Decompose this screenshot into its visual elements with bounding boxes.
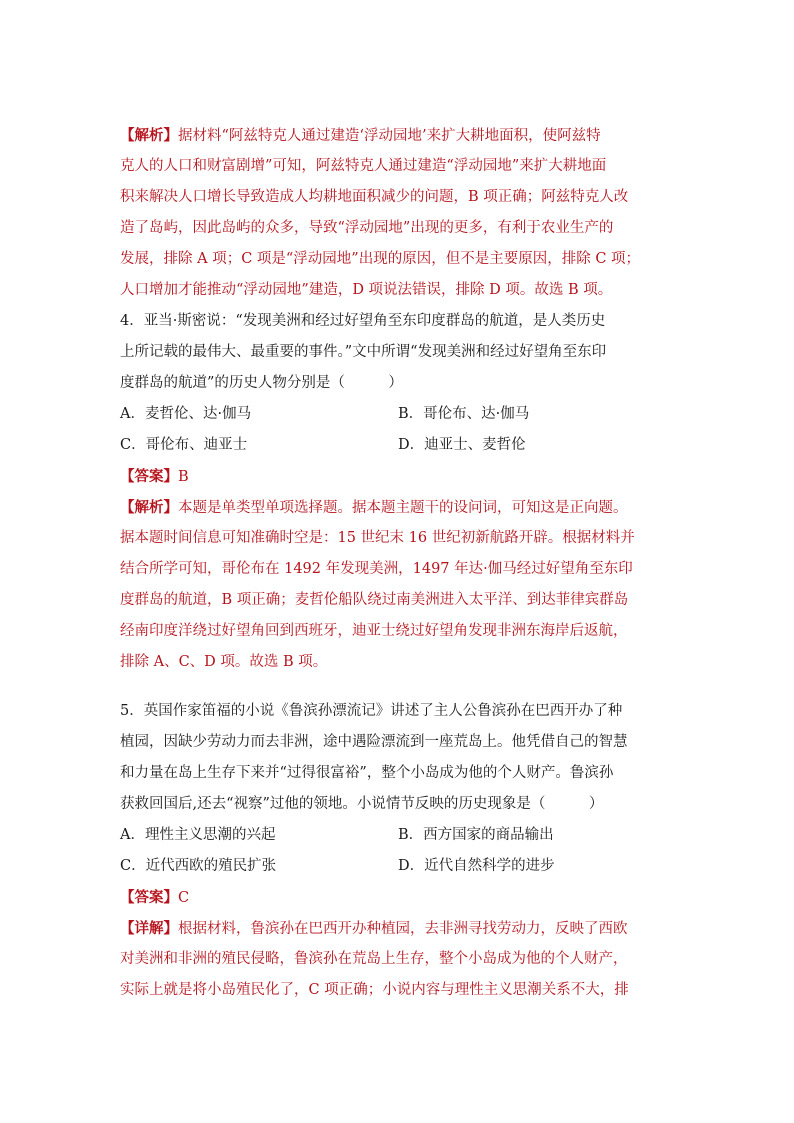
q5-stem-line-2: 植园，因缺少劳动力而去非洲，途中遇险漂流到一座荒岛上。他凭借自己的智慧 — [120, 734, 628, 750]
q4-option-a: A．麦哲伦、达·伽马 — [120, 406, 252, 422]
q5-options-row-1 — [120, 820, 684, 851]
q3-analysis-line-1: 【解析】据材料“阿兹特克人通过建造‘浮动园地’来扩大耕地面积，使阿兹特 — [120, 127, 601, 144]
q5-detail-line-1: 【详解】根据材料，鲁滨孙在巴西开办种植园，去非洲寻找劳动力，反映了西欧 — [120, 920, 628, 937]
q4-answer — [120, 461, 684, 492]
q5-stem-line-1: 5．英国作家笛福的小说《鲁滨孙漂流记》讲述了主人公鲁滨孙在巴西开办了种 — [120, 703, 623, 719]
q4-analysis-line-4: 度群岛的航道，B 项正确；麦哲伦船队绕过南美洲进入太平洋、到达菲律宾群岛 — [120, 592, 629, 608]
q5-option-b: B．西方国家的商品输出 — [398, 827, 554, 843]
q4-stem-line-1: 4．亚当·斯密说：“发现美洲和经过好望角至东印度群岛的航道，是人类历史 — [120, 313, 606, 329]
q4-option-b: B．哥伦布、达·伽马 — [398, 406, 530, 422]
q3-analysis-line-3: 积来解决人口增长导致造成人均耕地面积减少的问题，B 项正确；阿兹特克人改 — [120, 189, 629, 205]
q4-option-c: C．哥伦布、迪亚士 — [120, 437, 248, 453]
section-spacer — [120, 678, 684, 696]
q5-detail-line-3: 实际上就是将小岛殖民化了，C 项正确；小说内容与理性主义思潮关系不大，排 — [120, 982, 629, 998]
q4-stem-line-2: 上所记载的最伟大、最重要的事件。”文中所谓“发现美洲和经过好望角至东印 — [120, 344, 607, 360]
q4-options-row-2 — [120, 430, 684, 461]
answer-value: B — [178, 469, 189, 485]
page-content — [120, 120, 684, 1006]
q5-stem-line-3: 和力量在岛上生存下来并“过得很富裕”，整个小岛成为他的个人财产。鲁滨孙 — [120, 765, 614, 781]
q4-analysis-line-1: 【解析】本题是单类型单项选择题。据本题主题干的设问词，可知这是正向题。 — [120, 499, 628, 516]
q5-detail-line-2: 对美洲和非洲的殖民侵略，鲁滨孙在荒岛上生存，整个小岛成为他的个人财产， — [120, 951, 628, 967]
q5-option-c: C．近代西欧的殖民扩张 — [120, 858, 277, 874]
q3-analysis-line-5: 发展，排除 A 项；C 项是“浮动园地”出现的原因，但不是主要原因，排除 C 项； — [120, 251, 641, 267]
q4-analysis-line-6: 排除 A、C、D 项。故选 B 项。 — [120, 654, 328, 670]
analysis-tag: 【解析】 — [120, 127, 178, 144]
analysis-tag: 【解析】 — [120, 499, 178, 516]
q3-analysis-line-4: 造了岛屿，因此岛屿的众多，导致“浮动园地”出现的更多，有利于农业生产的 — [120, 220, 614, 236]
q5-answer — [120, 882, 684, 913]
q5-option-a: A．理性主义思潮的兴起 — [120, 827, 276, 843]
q4-analysis-line-2: 据本题时间信息可知准确时空是：15 世纪末 16 世纪初新航路开辟。根据材料并 — [120, 530, 635, 546]
q4-option-d: D．迪亚士、麦哲伦 — [398, 437, 526, 453]
q4-options-row-1 — [120, 399, 684, 430]
q3-analysis-line-2: 克人的人口和财富剧增”可知，阿兹特克人通过建造“浮动园地”来扩大耕地面 — [120, 158, 607, 174]
q4-stem-line-3: 度群岛的航道”的历史人物分别是（ ） — [120, 375, 403, 391]
q4-analysis-line-5: 经南印度洋绕过好望角回到西班牙，迪亚士绕过好望角发现非洲东海岸后返航， — [120, 623, 628, 639]
q5-options-row-2 — [120, 851, 684, 882]
q3-analysis-line-6: 人口增加才能推动“浮动园地”建造，D 项说法错误，排除 D 项。故选 B 项。 — [120, 282, 613, 298]
answer-tag: 【答案】 — [120, 889, 178, 906]
answer-value: C — [178, 890, 190, 906]
q5-stem-line-4: 获救回国后,还去“视察”过他的领地。小说情节反映的历史现象是（ ） — [120, 796, 604, 812]
q4-analysis-line-3: 结合所学可知，哥伦布在 1492 年发现美洲，1497 年达·伽马经过好望角至东印 — [120, 561, 633, 577]
answer-tag: 【答案】 — [120, 468, 178, 485]
detail-tag: 【详解】 — [120, 920, 178, 937]
q5-option-d: D．近代自然科学的进步 — [398, 858, 555, 874]
